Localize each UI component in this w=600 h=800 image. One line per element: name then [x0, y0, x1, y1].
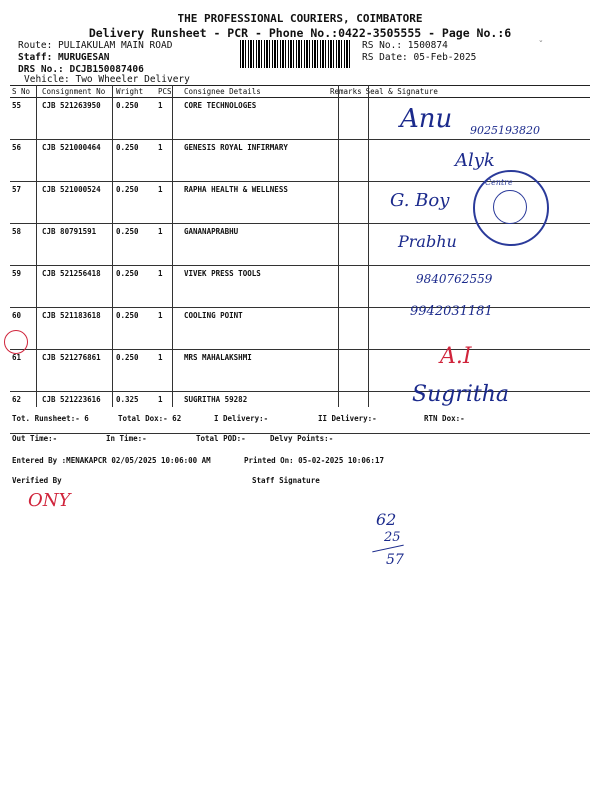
company-stamp — [473, 170, 549, 246]
table-header-row — [10, 86, 590, 98]
row-weight: 0.250 — [114, 140, 156, 182]
total-dox: Total Dox:- 62 — [118, 414, 182, 423]
tot-runsheet: Tot. Runsheet:- 6 — [12, 414, 89, 423]
calc-62: 62 — [376, 510, 397, 529]
row-weight: 0.325 — [114, 392, 156, 434]
signature-56: Alyk — [455, 150, 495, 171]
verified-by: Verified By — [12, 476, 62, 485]
i-delivery: I Delivery:- — [214, 414, 269, 423]
col-consignee: Consignee Details — [182, 86, 328, 98]
signature-62: Sugritha — [412, 382, 510, 407]
barcode — [240, 40, 352, 68]
row-consignment: CJB 521263950 — [40, 98, 114, 140]
row-consignee: VIVEK PRESS TOOLS — [182, 266, 328, 308]
calc-57: 57 — [386, 552, 404, 568]
row-pcs: 1 — [156, 266, 182, 308]
column-divider — [338, 85, 339, 407]
row-consignment: CJB 521276861 — [40, 350, 114, 392]
signature-55: Anu — [400, 104, 453, 134]
signature-60: 9942031181 — [410, 304, 493, 319]
row-consignment: CJB 521000464 — [40, 140, 114, 182]
row-remarks — [328, 392, 364, 434]
column-divider — [368, 85, 369, 407]
row-consignee: RAPHA HEALTH & WELLNESS — [182, 182, 328, 224]
col-remarks: Remarks — [330, 87, 362, 96]
red-circle-mark — [4, 330, 28, 354]
row-consignment: CJB 80791591 — [40, 224, 114, 266]
row-remarks — [328, 224, 364, 266]
row-consignee: GENESIS ROYAL INFIRMARY — [182, 140, 328, 182]
row-weight: 0.250 — [114, 224, 156, 266]
row-weight: 0.250 — [114, 182, 156, 224]
row-pcs: 1 — [156, 350, 182, 392]
printed-on: Printed On: 05-02-2025 10:06:17 — [244, 456, 384, 465]
row-consignee: GANANAPRABHU — [182, 224, 328, 266]
row-pcs: 1 — [156, 140, 182, 182]
row-consignee: COOLING POINT — [182, 308, 328, 350]
in-time: In Time:- — [106, 434, 147, 443]
row-sno: 61 — [10, 350, 40, 392]
row-weight: 0.250 — [114, 266, 156, 308]
row-weight: 0.250 — [114, 308, 156, 350]
row-consignment: CJB 521183618 — [40, 308, 114, 350]
signature-58: Prabhu — [398, 232, 457, 251]
row-pcs: 1 — [156, 98, 182, 140]
signature-55-phone: 9025193820 — [470, 124, 540, 137]
col-seal-signature: Seal & Signature — [364, 86, 590, 98]
col-sno: S No — [10, 86, 40, 98]
row-sno: 62 — [10, 392, 40, 434]
row-pcs: 1 — [156, 392, 182, 434]
rtn-dox: RTN Dox:- — [424, 414, 465, 423]
row-remarks — [328, 140, 364, 182]
row-pcs: 1 — [156, 182, 182, 224]
stamp-center — [493, 190, 527, 224]
ii-delivery: II Delivery:- — [318, 414, 377, 423]
row-sno: 59 — [10, 266, 40, 308]
row-consignment: CJB 521256418 — [40, 266, 114, 308]
staff: Staff: MURUGESAN — [18, 52, 110, 63]
drs-number: DRS No.: DCJB150087406 — [18, 64, 144, 75]
row-remarks — [328, 98, 364, 140]
runsheet-title: Delivery Runsheet - PCR - Phone No.:0422-3505555 - Page No.:6 — [88, 26, 512, 40]
row-consignment: CJB 521000524 — [40, 182, 114, 224]
signature-57: G. Boy — [390, 190, 450, 211]
col-pcs: PCS — [156, 86, 182, 98]
signature-61: A.I — [440, 344, 472, 369]
row-consignee: SUGRITHA 59282 — [182, 392, 328, 434]
col-consignment: Consignment No — [40, 86, 114, 98]
row-sno: 56 — [10, 140, 40, 182]
column-divider — [172, 85, 173, 407]
col-weight: Wright — [114, 86, 156, 98]
row-remarks — [328, 308, 364, 350]
table-row — [10, 308, 590, 350]
staff-signature: Staff Signature — [252, 476, 320, 485]
table-row — [10, 266, 590, 308]
verified-signature: ONY — [28, 490, 71, 511]
calc-25: 25 — [384, 530, 401, 545]
row-consignee: CORE TECHNOLOGES — [182, 98, 328, 140]
row-remarks — [328, 266, 364, 308]
signature-59: 9840762559 — [416, 272, 493, 286]
row-pcs: 1 — [156, 224, 182, 266]
entered-by: Entered By :MENAKAPCR 02/05/2025 10:06:00 AM — [12, 456, 211, 465]
row-remarks — [328, 350, 364, 392]
row-pcs: 1 — [156, 308, 182, 350]
column-divider — [112, 85, 113, 407]
rs-number: RS No.: 1500874 — [362, 40, 448, 51]
column-divider — [36, 85, 37, 407]
out-time: Out Time:- — [12, 434, 58, 443]
row-remarks — [328, 182, 364, 224]
row-sno: 57 — [10, 182, 40, 224]
delvy-points: Delvy Points:- — [270, 434, 334, 443]
company-name: THE PROFESSIONAL COURIERS, COIMBATORE — [177, 12, 423, 25]
total-pod: Total POD:- — [196, 434, 246, 443]
route: Route: PULIAKULAM MAIN ROAD — [18, 40, 173, 51]
rs-date: RS Date: 05-Feb-2025 — [362, 52, 477, 63]
row-weight: 0.250 — [114, 98, 156, 140]
stamp-text: Centre — [485, 178, 513, 187]
row-sno: 58 — [10, 224, 40, 266]
row-sno: 60 — [10, 308, 40, 350]
corner-mark: ˇ — [538, 40, 544, 51]
row-consignee: MRS MAHALAKSHMI — [182, 350, 328, 392]
vehicle: Vehicle: Two Wheeler Delivery — [24, 74, 190, 85]
row-weight: 0.250 — [114, 350, 156, 392]
row-consignment: CJB 521223616 — [40, 392, 114, 434]
row-sno: 55 — [10, 98, 40, 140]
